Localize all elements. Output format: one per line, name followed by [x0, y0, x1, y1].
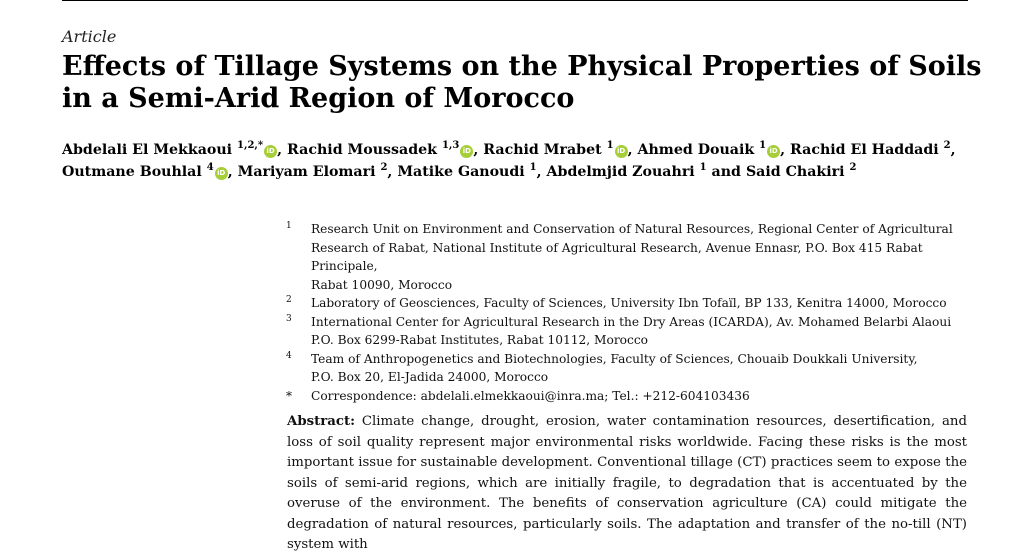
orcid-icon[interactable]: iD	[615, 145, 628, 158]
affiliation-item	[284, 313, 974, 350]
author-separator: ,	[387, 164, 393, 180]
author-separator: and	[706, 164, 741, 180]
author-name[interactable]	[287, 142, 473, 158]
affiliation-superscript: 2	[943, 140, 951, 151]
affiliation-line: P.O. Box 6299-Rabat Institutes, Rabat 10112, Morocco	[311, 333, 648, 347]
affiliation-list	[284, 220, 974, 405]
affiliation-superscript: 1	[759, 140, 767, 151]
abstract-label: Abstract:	[287, 414, 356, 429]
author-name-text: Ahmed Douaik	[637, 142, 755, 158]
author-name-text: Abdelali El Mekkaoui	[62, 142, 233, 158]
author-separator: ,	[227, 164, 233, 180]
affiliation-line: International Center for Agricultural Research in the Dry Areas (ICARDA), Av. Mohamed Belarbi Alaoui	[311, 314, 952, 329]
author-name[interactable]	[62, 142, 277, 158]
affiliation-line: Team of Anthropogenetics and Biotechnologies, Faculty of Sciences, Chouaib Doukkali University,	[311, 351, 918, 366]
author-name[interactable]	[62, 164, 228, 180]
correspondence-marker: *	[286, 388, 292, 403]
affiliation-number: 3	[286, 313, 292, 324]
orcid-icon[interactable]: iD	[264, 145, 277, 158]
affiliation-number: 2	[286, 295, 292, 305]
orcid-icon[interactable]: iD	[215, 167, 228, 180]
article-title: Effects of Tillage Systems on the Physical Properties of Soils in a Semi-Arid Region of Morocco	[62, 51, 982, 114]
article-type-label: Article	[62, 27, 117, 46]
abstract	[287, 412, 967, 556]
abstract-text: Climate change, drought, erosion, water contamination resources, desertification, and loss of soil quality represent major environmental risks worldwide. Facing these risks is the most important issue for sustainable development. Conventional tillage (CT) practices seem to expose the soils of semi-arid regions, which are initially fragile, to degradation that is accentuated by the overuse of the environment. The benefits of conservation agriculture (CA) could mitigate the degradation of natural resources, particularly soils. The adaptation and transfer of the no-till (NT) system with	[287, 414, 967, 552]
author-name-text: Mariyam Elomari	[237, 164, 376, 180]
affiliation-number: 1	[286, 221, 292, 231]
affiliation-item	[284, 220, 974, 294]
correspondence-text[interactable]: Correspondence: abdelali.elmekkaoui@inra.ma; Tel.: +212-604103436	[311, 388, 750, 403]
affiliation-superscript: 1	[529, 162, 537, 173]
affiliation-superscript: 4	[206, 162, 214, 173]
author-name-text: Matike Ganoudi	[397, 164, 525, 180]
author-list	[62, 139, 982, 183]
affiliation-superscript: 1,3	[441, 140, 460, 151]
affiliation-number: 4	[286, 350, 292, 361]
author-name-text: Rachid El Haddadi	[790, 142, 939, 158]
top-rule	[62, 0, 968, 1]
affiliation-item	[284, 294, 974, 313]
affiliation-superscript: 1	[699, 162, 707, 173]
affiliation-line: Laboratory of Geosciences, Faculty of Sciences, University Ibn Tofaïl, BP 133, Kenitra 14000, Morocco	[311, 296, 947, 310]
affiliation-line: Research of Rabat, National Institute of Agricultural Research, Avenue Ennasr, P.O. Box 415 Rabat Principale,	[311, 240, 923, 273]
author-separator: ,	[950, 142, 956, 158]
author-name[interactable]	[397, 164, 536, 180]
author-name[interactable]	[790, 142, 951, 158]
author-name[interactable]	[547, 164, 707, 180]
author-name-text: Outmane Bouhlal	[62, 164, 202, 180]
affiliation-superscript: 2	[380, 162, 388, 173]
author-name-text: Said Chakiri	[745, 164, 845, 180]
author-name[interactable]	[238, 164, 388, 180]
affiliation-line: Rabat 10090, Morocco	[311, 277, 453, 292]
author-name-text: Rachid Mrabet	[483, 142, 602, 158]
affiliation-superscript: 1	[606, 140, 614, 151]
author-separator: ,	[780, 142, 786, 158]
affiliation-superscript: 2	[849, 162, 857, 173]
author-name-text: Abdelmjid Zouahri	[546, 164, 695, 180]
author-name[interactable]	[746, 164, 857, 180]
affiliation-superscript: 1,2,*	[237, 140, 264, 151]
orcid-icon[interactable]: iD	[767, 145, 780, 158]
author-separator: ,	[627, 142, 633, 158]
author-separator: ,	[277, 142, 283, 158]
affiliation-item	[284, 350, 974, 387]
affiliation-line: P.O. Box 20, El-Jadida 24000, Morocco	[311, 370, 549, 384]
correspondence	[284, 387, 974, 406]
author-name[interactable]	[637, 142, 780, 158]
affiliation-line: Research Unit on Environment and Conservation of Natural Resources, Regional Center of Agricultural	[311, 222, 953, 236]
author-separator: ,	[473, 142, 479, 158]
author-separator: ,	[536, 164, 542, 180]
author-name[interactable]	[483, 142, 627, 158]
orcid-icon[interactable]: iD	[460, 145, 473, 158]
author-name-text: Rachid Moussadek	[287, 142, 437, 158]
